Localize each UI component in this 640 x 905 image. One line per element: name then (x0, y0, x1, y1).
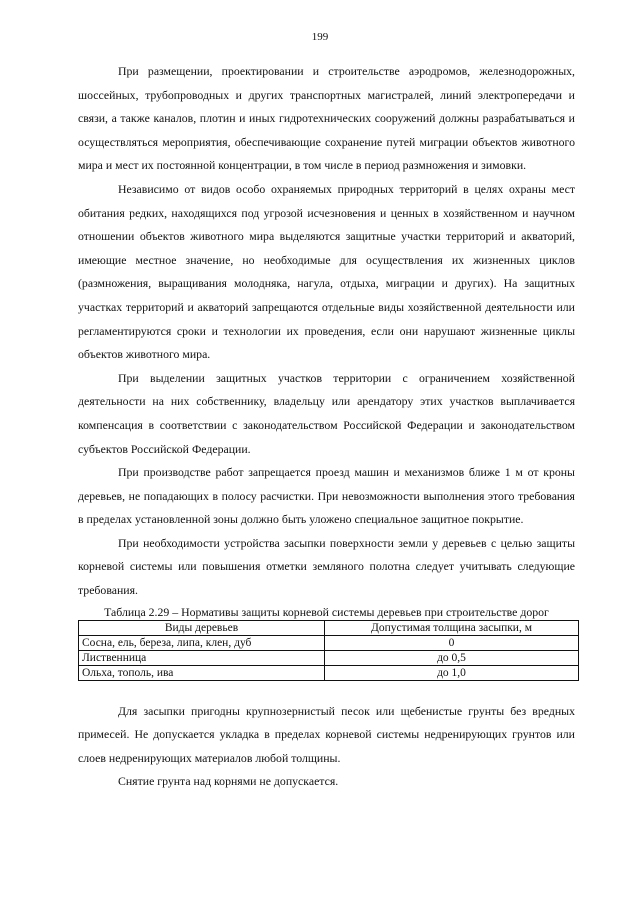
table-row (79, 635, 579, 650)
paragraph-compensation: При выделении защитных участков территории с ограничением хозяйственной деятельности на них собственнику, владельцу или арендатору этих участков выплачивается компенсация в соответствии с законодательством Российской Федерации и законодательством субъектов Российской Федерации. (78, 370, 575, 456)
paragraph-suitable-soils: Для засыпки пригодны крупнозернистый песок или щебенистые грунты без вредных примесей. Не допускается укладка в пределах корневой системы недренирующих грунтов или слоев недренирующих материалов любой толщины. (78, 703, 575, 765)
paragraph-vehicle-restriction: При производстве работ запрещается проезд машин и механизмов ближе 1 м от кроны деревьев, не попадающих в полосу расчистки. При невозможности выполнения этого требования в пределах установленной зоны должно быть уложено специальное защитное покрытие. (78, 465, 575, 527)
paragraph-protected-areas: Независимо от видов особо охраняемых природных территорий в целях охраны мест обитания редких, находящихся под угрозой исчезновения и ценных в хозяйственном и научном отношении объектов животного мира выделяются защитные участки территорий и акваторий, имеющие местное значение, но необходимые для осуществления их жизненных циклов (размножения, выращивания молодняка, нагула, отдыха, миграции и других). На защитных участках территорий и акваторий запрещаются отдельные виды хозяйственной деятельности или регламентируются сроки и технологии их проведения, если они нарушают жизненные циклы объектов животного мира. (78, 181, 575, 362)
paragraph-soil-removal: Снятие грунта над корнями не допускается. (118, 774, 339, 789)
body-text (78, 60, 575, 794)
tree-species-cell: Ольха, тополь, ива (79, 665, 325, 680)
paragraph-migration-routes: При размещении, проектировании и строительстве аэродромов, железнодорожных, шоссейных, трубопроводных и других транспортных магистралей, линий электропередачи и связи, а также каналов, плотин и иных гидротехнических сооружений должны разрабатываться и осуществляться мероприятия, обеспечивающие сохранение путей миграции объектов животного мира и мест их постоянной концентрации, в том числе в период размножения и зимовки. (78, 64, 575, 173)
tree-species-cell: Лиственница (79, 650, 325, 665)
table-row (79, 665, 579, 680)
paragraph-backfill-requirements: При необходимости устройства засыпки поверхности земли у деревьев с целью защиты корневой системы или повышения отметки земляного полотна следует учитывать следующие требования. (78, 535, 575, 598)
backfill-thickness-cell: до 0,5 (325, 650, 579, 665)
header-backfill-thickness: Допустимая толщина засыпки, м (325, 620, 579, 635)
backfill-thickness-cell: до 1,0 (325, 665, 579, 680)
table-header-row (79, 620, 579, 635)
header-tree-species: Виды деревьев (79, 620, 325, 635)
table-caption: Таблица 2.29 – Нормативы защиты корневой системы деревьев при строительстве дорог (104, 604, 549, 619)
root-protection-table (78, 620, 579, 681)
tree-species-cell: Сосна, ель, береза, липа, клен, дуб (79, 635, 325, 650)
table-row (79, 650, 579, 665)
page-number: 199 (311, 31, 329, 43)
backfill-thickness-cell: 0 (325, 635, 579, 650)
